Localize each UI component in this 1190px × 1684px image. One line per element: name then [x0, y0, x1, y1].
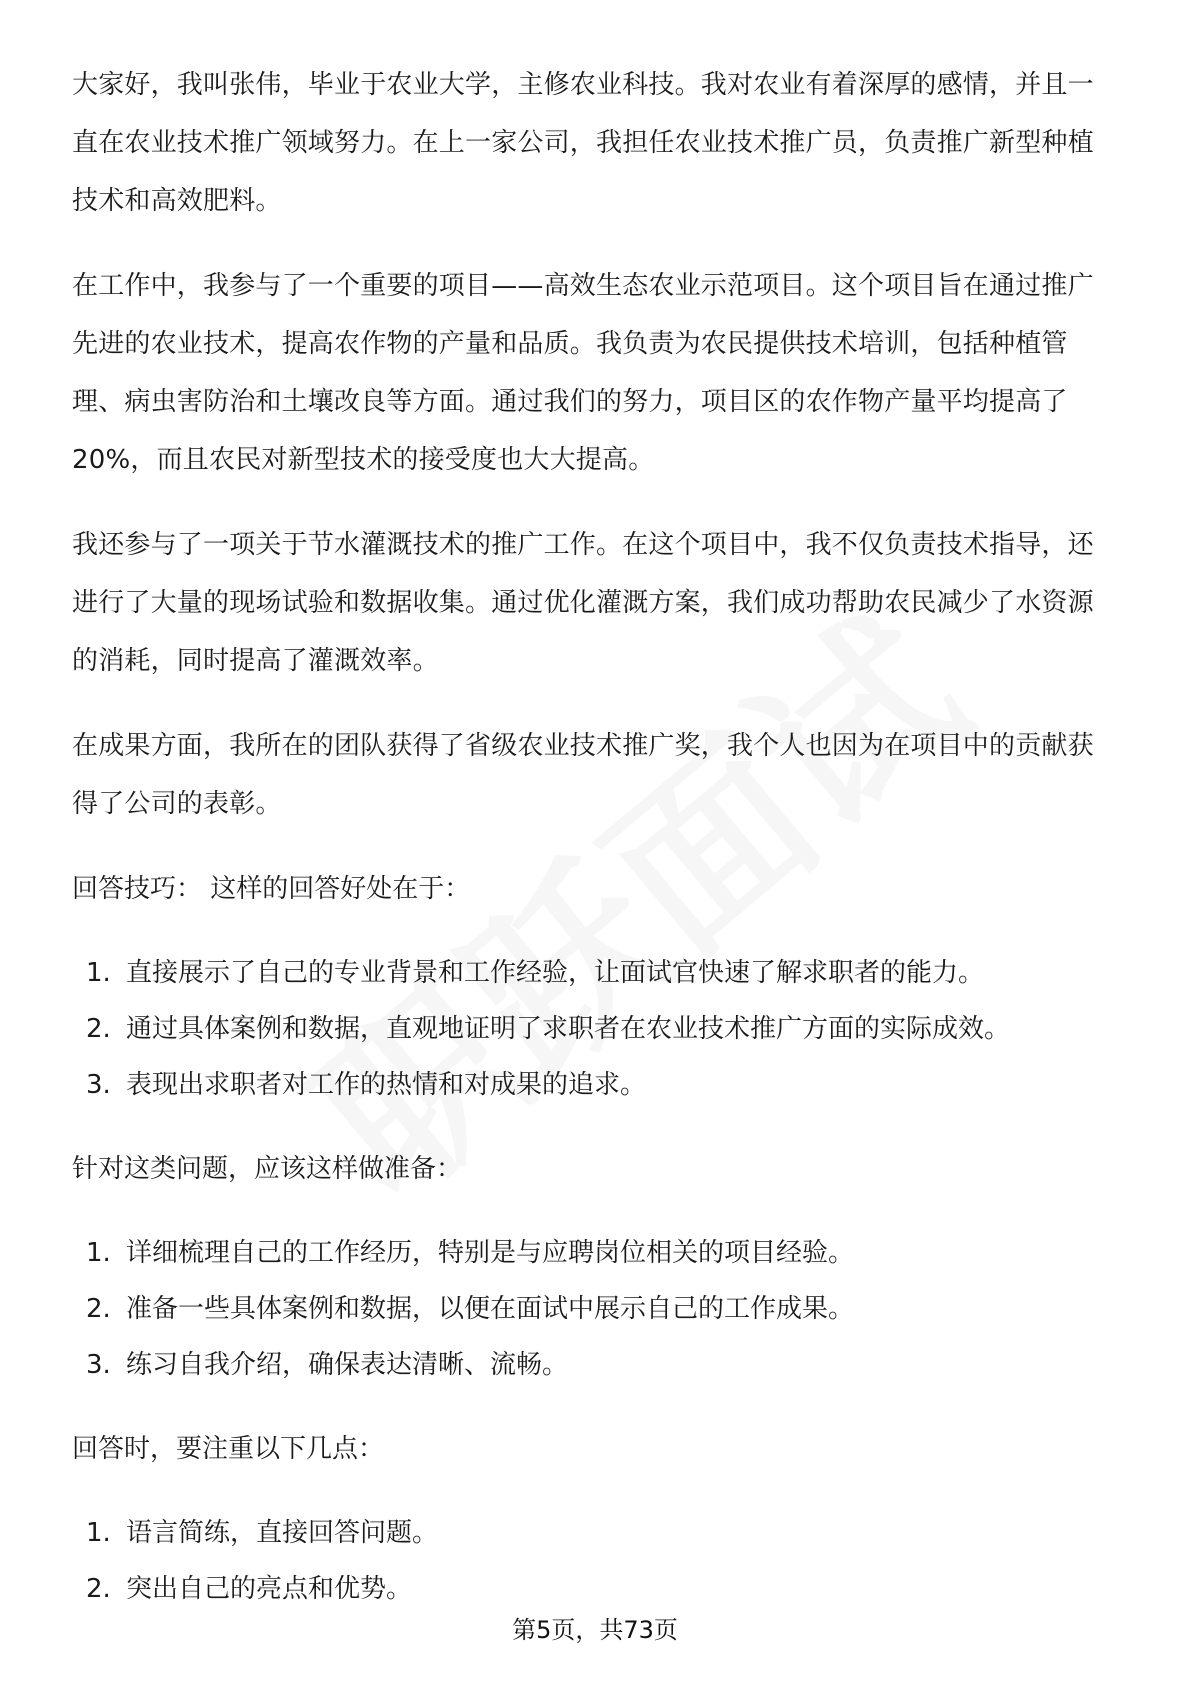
list-item	[72, 1001, 1118, 1057]
list-item	[72, 1281, 1118, 1337]
list-number: 1.	[86, 958, 111, 988]
list-item-text: 详细梳理自己的工作经历，特别是与应聘岗位相关的项目经验。	[126, 1238, 855, 1268]
list-item	[72, 1225, 1118, 1281]
list-item-text: 语言简练，直接回答问题。	[126, 1518, 439, 1548]
list-item	[72, 1561, 1118, 1617]
list-number: 3.	[86, 1070, 111, 1100]
list-number: 1.	[86, 1238, 111, 1268]
irrigation-paragraph: 我还参与了一项关于节水灌溉技术的推广工作。在这个项目中，我不仅负责技术指导，还进行了大量的现场试验和数据收集。通过优化灌溉方案，我们成功帮助农民减少了水资源的消耗，同时提高了灌溉效率。	[72, 530, 1094, 676]
list-item-text: 准备一些具体案例和数据，以便在面试中展示自己的工作成果。	[126, 1294, 855, 1324]
project-paragraph: 在工作中，我参与了一个重要的项目——高效生态农业示范项目。这个项目旨在通过推广先进的农业技术，提高农作物的产量和品质。我负责为农民提供技术培训，包括种植管理、病虫害防治和土壤改良等方面。通过我们的努力，项目区的农作物产量平均提高了20%，而且农民对新型技术的接受度也大大提高。	[72, 271, 1094, 475]
intro-paragraph: 大家好，我叫张伟，毕业于农业大学，主修农业科技。我对农业有着深厚的感情，并且一直在农业技术推广领域努力。在上一家公司，我担任农业技术推广员，负责推广新型种植技术和高效肥料。	[72, 70, 1094, 216]
achievement-paragraph: 在成果方面，我所在的团队获得了省级农业技术推广奖，我个人也因为在项目中的贡献获得了公司的表彰。	[72, 731, 1094, 819]
list-number: 2.	[86, 1574, 111, 1604]
list-item	[72, 1505, 1118, 1561]
list-number: 2.	[86, 1014, 111, 1044]
document-body	[72, 56, 1118, 1644]
page-number-footer: 第5页，共73页	[512, 1616, 678, 1644]
prep-heading: 针对这类问题，应该这样做准备：	[72, 1154, 463, 1184]
list-item-text: 练习自我介绍，确保表达清晰、流畅。	[126, 1350, 569, 1380]
answer-heading: 回答时，要注重以下几点：	[72, 1434, 385, 1464]
tips-heading: 回答技巧： 这样的回答好处在于：	[72, 874, 471, 904]
list-item	[72, 1057, 1118, 1113]
list-item-text: 通过具体案例和数据，直观地证明了求职者在农业技术推广方面的实际成效。	[126, 1014, 1011, 1044]
list-item	[72, 945, 1118, 1001]
list-item	[72, 1337, 1118, 1393]
list-number: 1.	[86, 1518, 111, 1548]
list-item-text: 表现出求职者对工作的热情和对成果的追求。	[126, 1070, 647, 1100]
list-number: 3.	[86, 1350, 111, 1380]
tips-list	[72, 945, 1118, 1113]
list-number: 2.	[86, 1294, 111, 1324]
list-item-text: 直接展示了自己的专业背景和工作经验，让面试官快速了解求职者的能力。	[126, 958, 985, 988]
list-item-text: 突出自己的亮点和优势。	[126, 1574, 413, 1604]
prep-list	[72, 1225, 1118, 1393]
answer-list	[72, 1505, 1118, 1617]
